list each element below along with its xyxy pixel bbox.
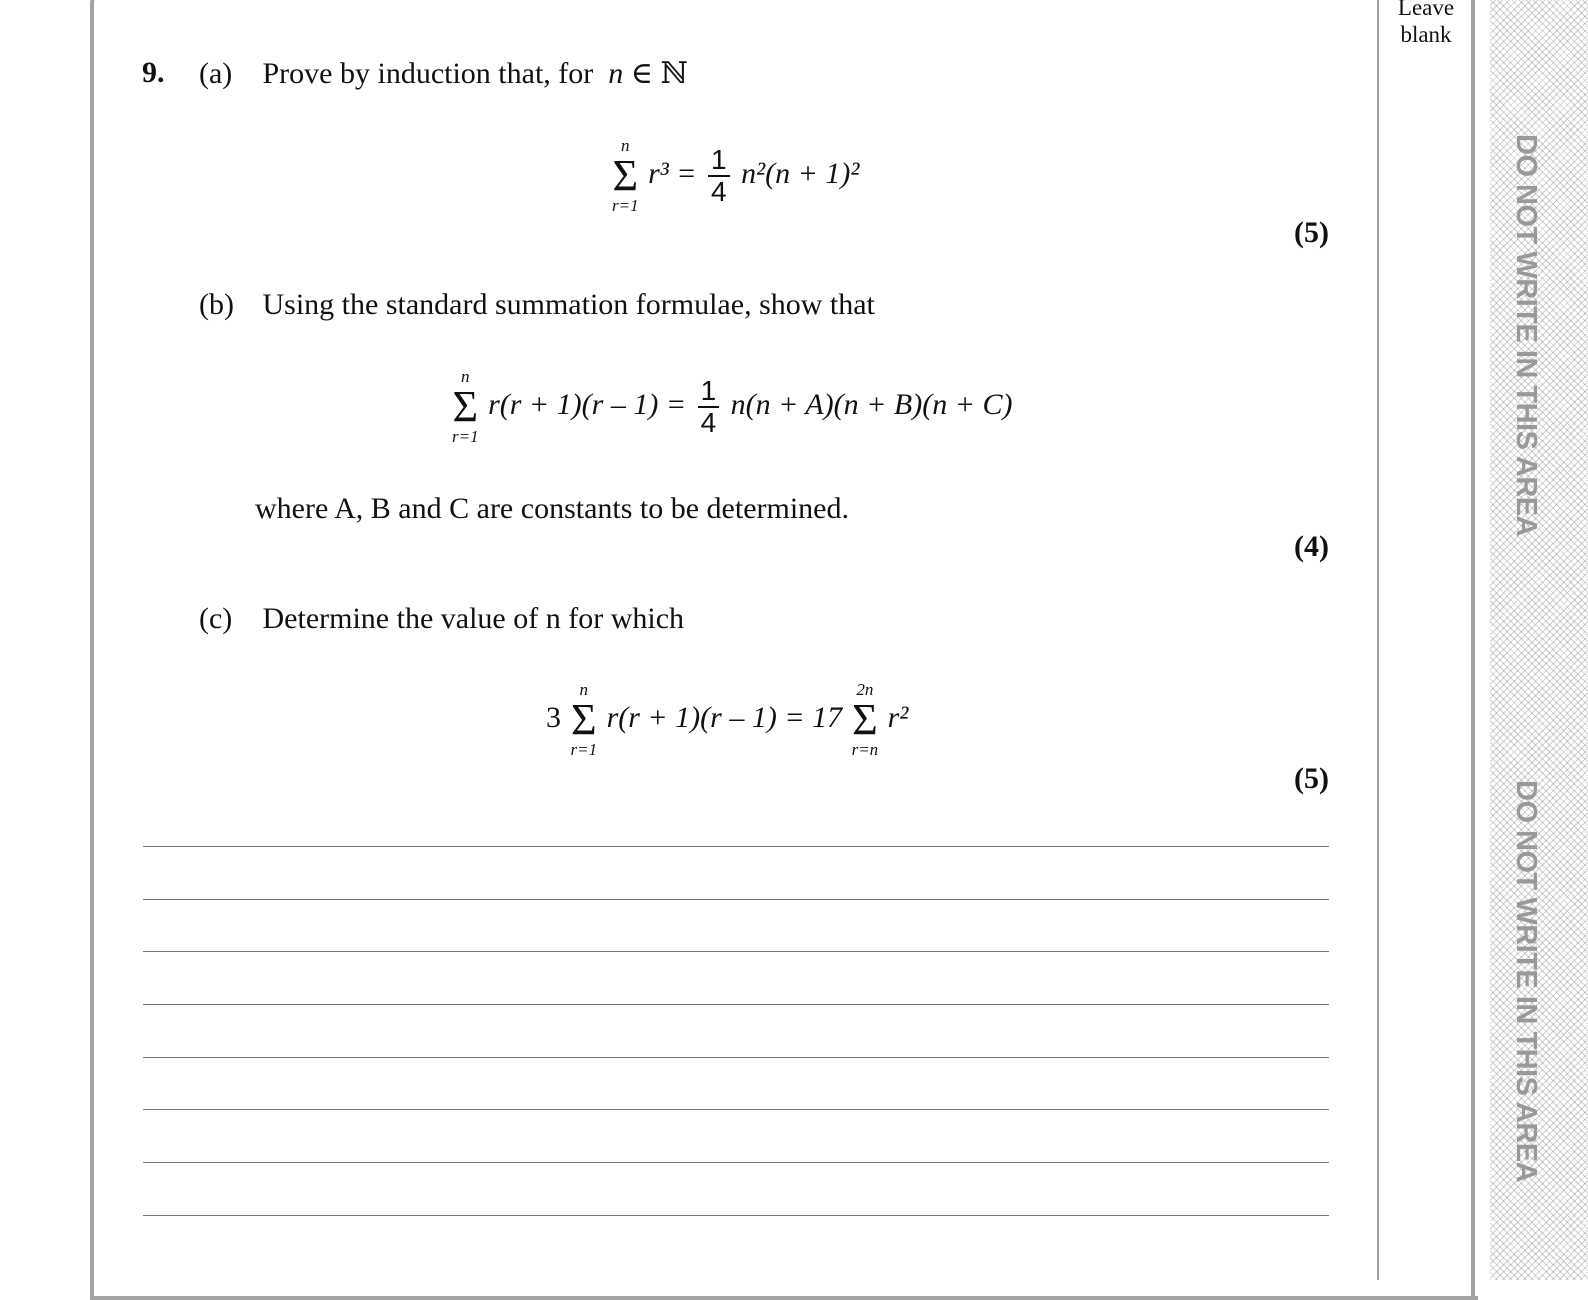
summation-sign-2: 2n Σ r=n: [851, 680, 879, 759]
part-b-formula: [450, 367, 1012, 447]
answer-line[interactable]: [143, 899, 1329, 900]
sum-upper-limit: n: [579, 680, 589, 699]
formula-lhs: r(r + 1)(r – 1) =: [488, 387, 687, 421]
part-b-prompt: [199, 288, 875, 322]
formula-middle: r(r + 1)(r – 1) = 17: [606, 700, 843, 734]
leave-blank-label: Leave blank: [1397, 0, 1455, 47]
formula-lhs: r³ =: [648, 156, 697, 190]
answer-line[interactable]: [143, 1057, 1329, 1058]
question-number: 9.: [142, 56, 165, 89]
sum-upper-limit: n: [461, 367, 470, 386]
part-b-marks: (4): [1294, 530, 1329, 563]
summation-sign: n Σ r=1: [452, 367, 479, 446]
fraction-numerator: 1: [708, 145, 730, 177]
part-a-set-expression: n ∈ ℕ: [608, 57, 688, 90]
part-c-prompt: [199, 602, 684, 636]
fraction: [708, 145, 730, 207]
summation-sign: n Σ r=1: [612, 136, 639, 215]
answer-line[interactable]: [143, 951, 1329, 952]
do-not-write-warning-bottom: DO NOT WRITE IN THIS AREA: [1510, 780, 1542, 1183]
frame-right-border: [1471, 0, 1475, 1300]
part-c-marks: (5): [1294, 762, 1329, 795]
fraction: [698, 376, 720, 438]
part-c-text: Determine the value of n for which: [262, 602, 685, 635]
formula-rhs: n²(n + 1)²: [741, 156, 860, 190]
part-c-label: (c): [199, 602, 233, 635]
part-a-label: (a): [199, 57, 233, 90]
summation-sign-1: n Σ r=1: [570, 680, 598, 759]
sum-lower-limit: r=1: [570, 740, 598, 759]
part-b-label: (b): [199, 288, 234, 321]
sum-upper-limit: n: [621, 136, 630, 155]
part-a-prompt: [199, 56, 688, 91]
answer-line[interactable]: [143, 1162, 1329, 1163]
answer-line[interactable]: [143, 1004, 1329, 1005]
leave-blank-column-divider: [1377, 0, 1379, 1280]
sum-lower-limit: r=1: [612, 196, 639, 215]
sum-lower-limit: r=1: [452, 427, 479, 446]
formula-coefficient: 3: [546, 700, 561, 734]
formula-tail: r²: [887, 700, 909, 734]
formula-rhs: n(n + A)(n + B)(n + C): [730, 387, 1013, 421]
part-c-formula: [546, 680, 908, 760]
sum-lower-limit: r=n: [851, 740, 879, 759]
answer-line[interactable]: [143, 1215, 1329, 1216]
sum-upper-limit: 2n: [856, 680, 874, 699]
answer-line[interactable]: [143, 846, 1329, 847]
part-a-text: Prove by induction that, for: [262, 57, 594, 90]
part-a-marks: (5): [1294, 216, 1329, 249]
fraction-numerator: 1: [698, 376, 720, 408]
answer-line[interactable]: [143, 1109, 1329, 1110]
fraction-denominator: 4: [711, 176, 727, 207]
part-a-formula: [610, 136, 859, 216]
fraction-denominator: 4: [700, 407, 717, 438]
part-b-note: where A, B and C are constants to be determined.: [255, 492, 849, 525]
do-not-write-warning-top: DO NOT WRITE IN THIS AREA: [1510, 134, 1542, 537]
part-b-text: Using the standard summation formulae, show that: [262, 288, 875, 321]
